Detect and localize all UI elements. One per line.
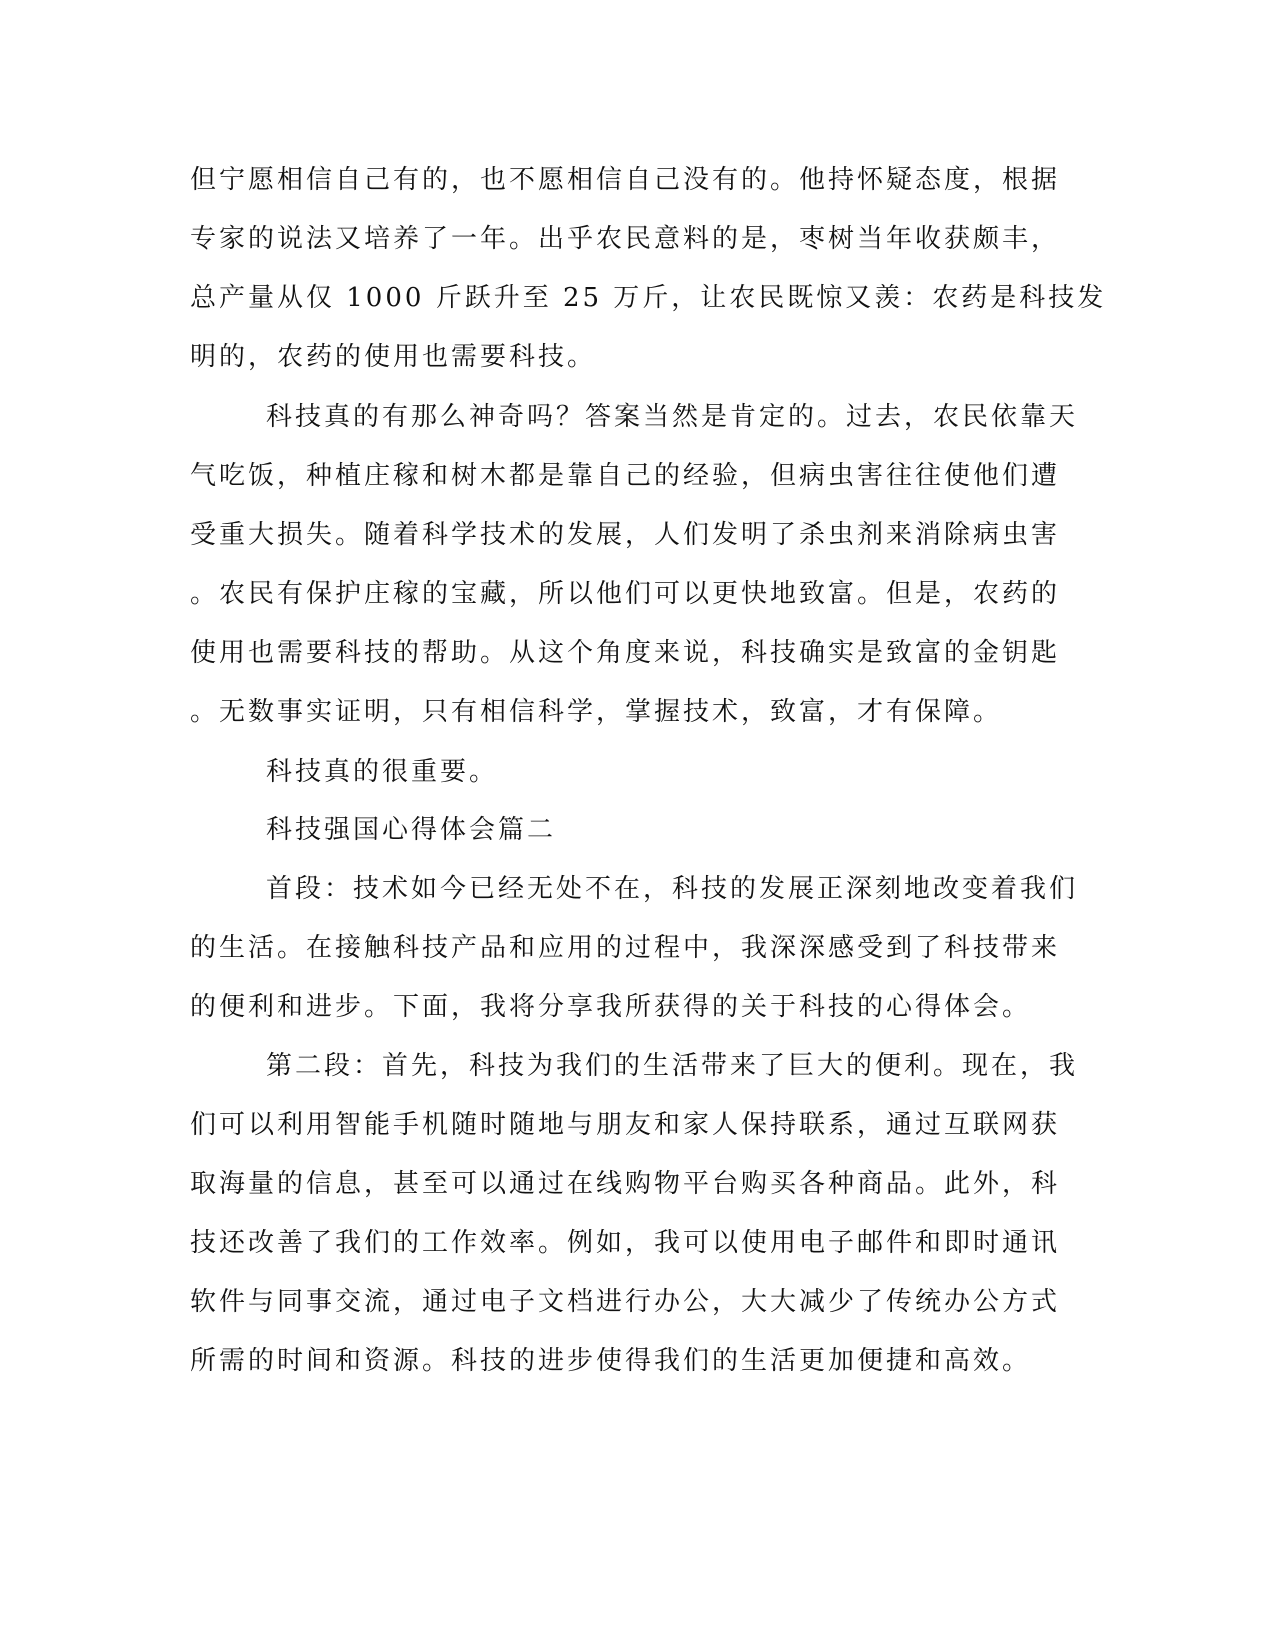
- text-line: 技还改善了我们的工作效率。例如，我可以使用电子邮件和即时通讯: [190, 1228, 1061, 1258]
- paragraph-first-line: 科技真的有那么神奇吗？答案当然是肯定的。过去，农民依靠天: [266, 402, 1079, 432]
- text-line: 所需的时间和资源。科技的进步使得我们的生活更加便捷和高效。: [190, 1346, 1032, 1376]
- text-line: 明的，农药的使用也需要科技。: [190, 342, 597, 372]
- text-line: 但宁愿相信自己有的，也不愿相信自己没有的。他持怀疑态度，根据: [190, 165, 1061, 195]
- paragraph-first-line: 首段：技术如今已经无处不在，科技的发展正深刻地改变着我们: [266, 874, 1079, 904]
- text-line: 的便利和进步。下面，我将分享我所获得的关于科技的心得体会。: [190, 992, 1032, 1022]
- paragraph-first-line: 科技真的很重要。: [266, 757, 499, 787]
- text-line: 气吃饭，种植庄稼和树木都是靠自己的经验，但病虫害往往使他们遭: [190, 461, 1061, 491]
- paragraph-first-line: 第二段：首先，科技为我们的生活带来了巨大的便利。现在，我: [266, 1051, 1079, 1081]
- text-line: 的生活。在接触科技产品和应用的过程中，我深深感受到了科技带来: [190, 933, 1061, 963]
- text-line: 受重大损失。随着科学技术的发展，人们发明了杀虫剂来消除病虫害: [190, 520, 1061, 550]
- text-line: 软件与同事交流，通过电子文档进行办公，大大减少了传统办公方式: [190, 1287, 1061, 1317]
- text-line: 。无数事实证明，只有相信科学，掌握技术，致富，才有保障。: [190, 697, 1003, 727]
- section-heading: 科技强国心得体会篇二: [266, 815, 557, 845]
- text-line: 取海量的信息，甚至可以通过在线购物平台购买各种商品。此外，科: [190, 1169, 1061, 1199]
- text-line: 总产量从仅 1000 斤跃升至 25 万斤，让农民既惊又羡：农药是科技发: [190, 283, 1107, 313]
- text-line: 使用也需要科技的帮助。从这个角度来说，科技确实是致富的金钥匙: [190, 638, 1061, 668]
- text-line: 专家的说法又培养了一年。出乎农民意料的是，枣树当年收获颇丰，: [190, 224, 1061, 254]
- text-line: 。农民有保护庄稼的宝藏，所以他们可以更快地致富。但是，农药的: [190, 579, 1061, 609]
- text-line: 们可以利用智能手机随时随地与朋友和家人保持联系，通过互联网获: [190, 1110, 1061, 1140]
